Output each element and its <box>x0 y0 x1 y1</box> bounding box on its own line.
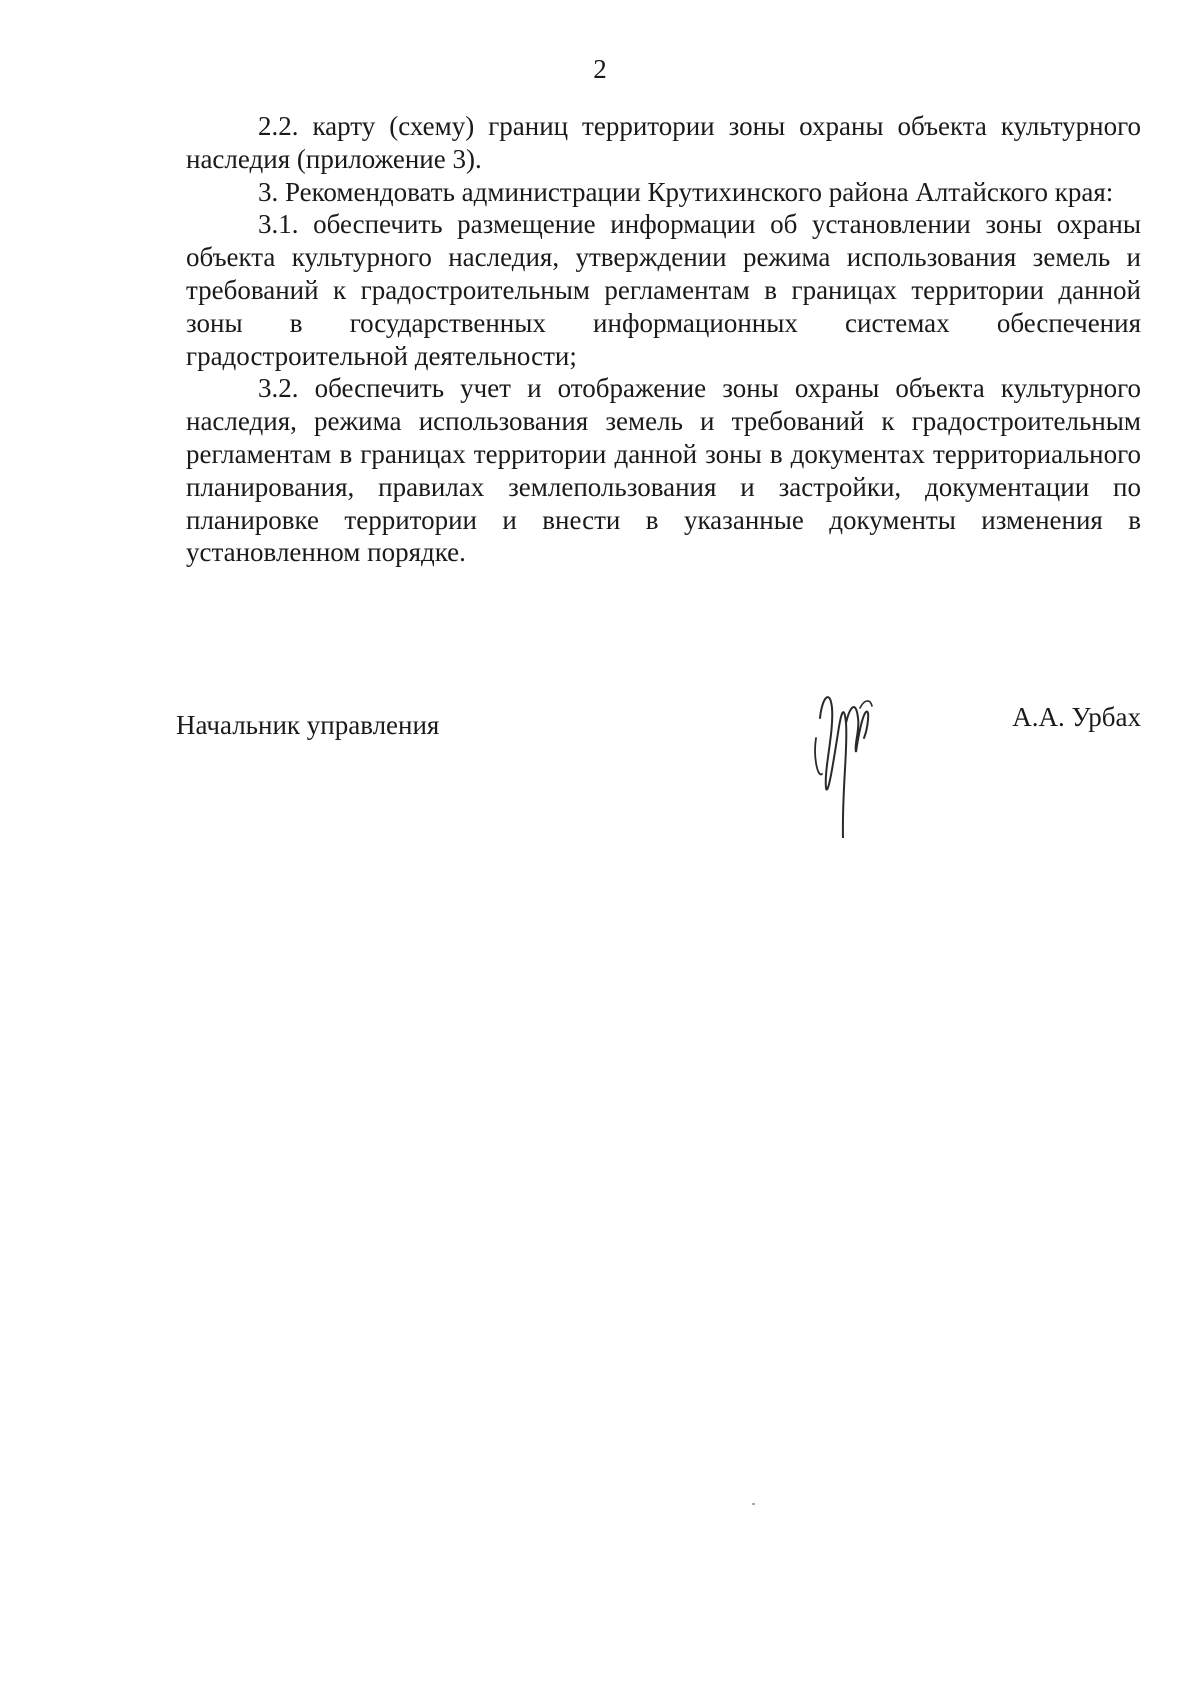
paragraph-3: 3. Рекомендовать администрации Крутихинского района Алтайского края: <box>258 176 1114 207</box>
paragraph-2-2: 2.2. карту (схему) границ территории зоны охраны объекта культурного наследия (приложение 3). <box>186 111 1141 174</box>
page-number: 2 <box>593 54 607 84</box>
scan-speck <box>752 1503 755 1505</box>
handwritten-signature-icon <box>798 678 898 838</box>
signatory-title: Начальник управления <box>176 710 440 740</box>
paragraph-3-1: 3.1. обеспечить размещение информации об установлении зоны охраны объекта культурного наследия, утверждении режима использования земель и требований к градостроительным регламентам в границах территории данной зоны в государственных информационных системах обеспечения градостроительной деятельности; <box>186 209 1141 371</box>
signature-block <box>176 700 1141 840</box>
document-body <box>186 110 1141 569</box>
paragraph-3-2: 3.2. обеспечить учет и отображение зоны охраны объекта культурного наследия, режима использования земель и требований к градостроительным регламентам в границах территории данной зоны в документах территориального планирования, правилах землепользования и застройки, документации по планировке территории и внести в указанные документы изменения в установленном порядке. <box>186 373 1141 568</box>
signatory-name: А.А. Урбах <box>1012 702 1141 732</box>
